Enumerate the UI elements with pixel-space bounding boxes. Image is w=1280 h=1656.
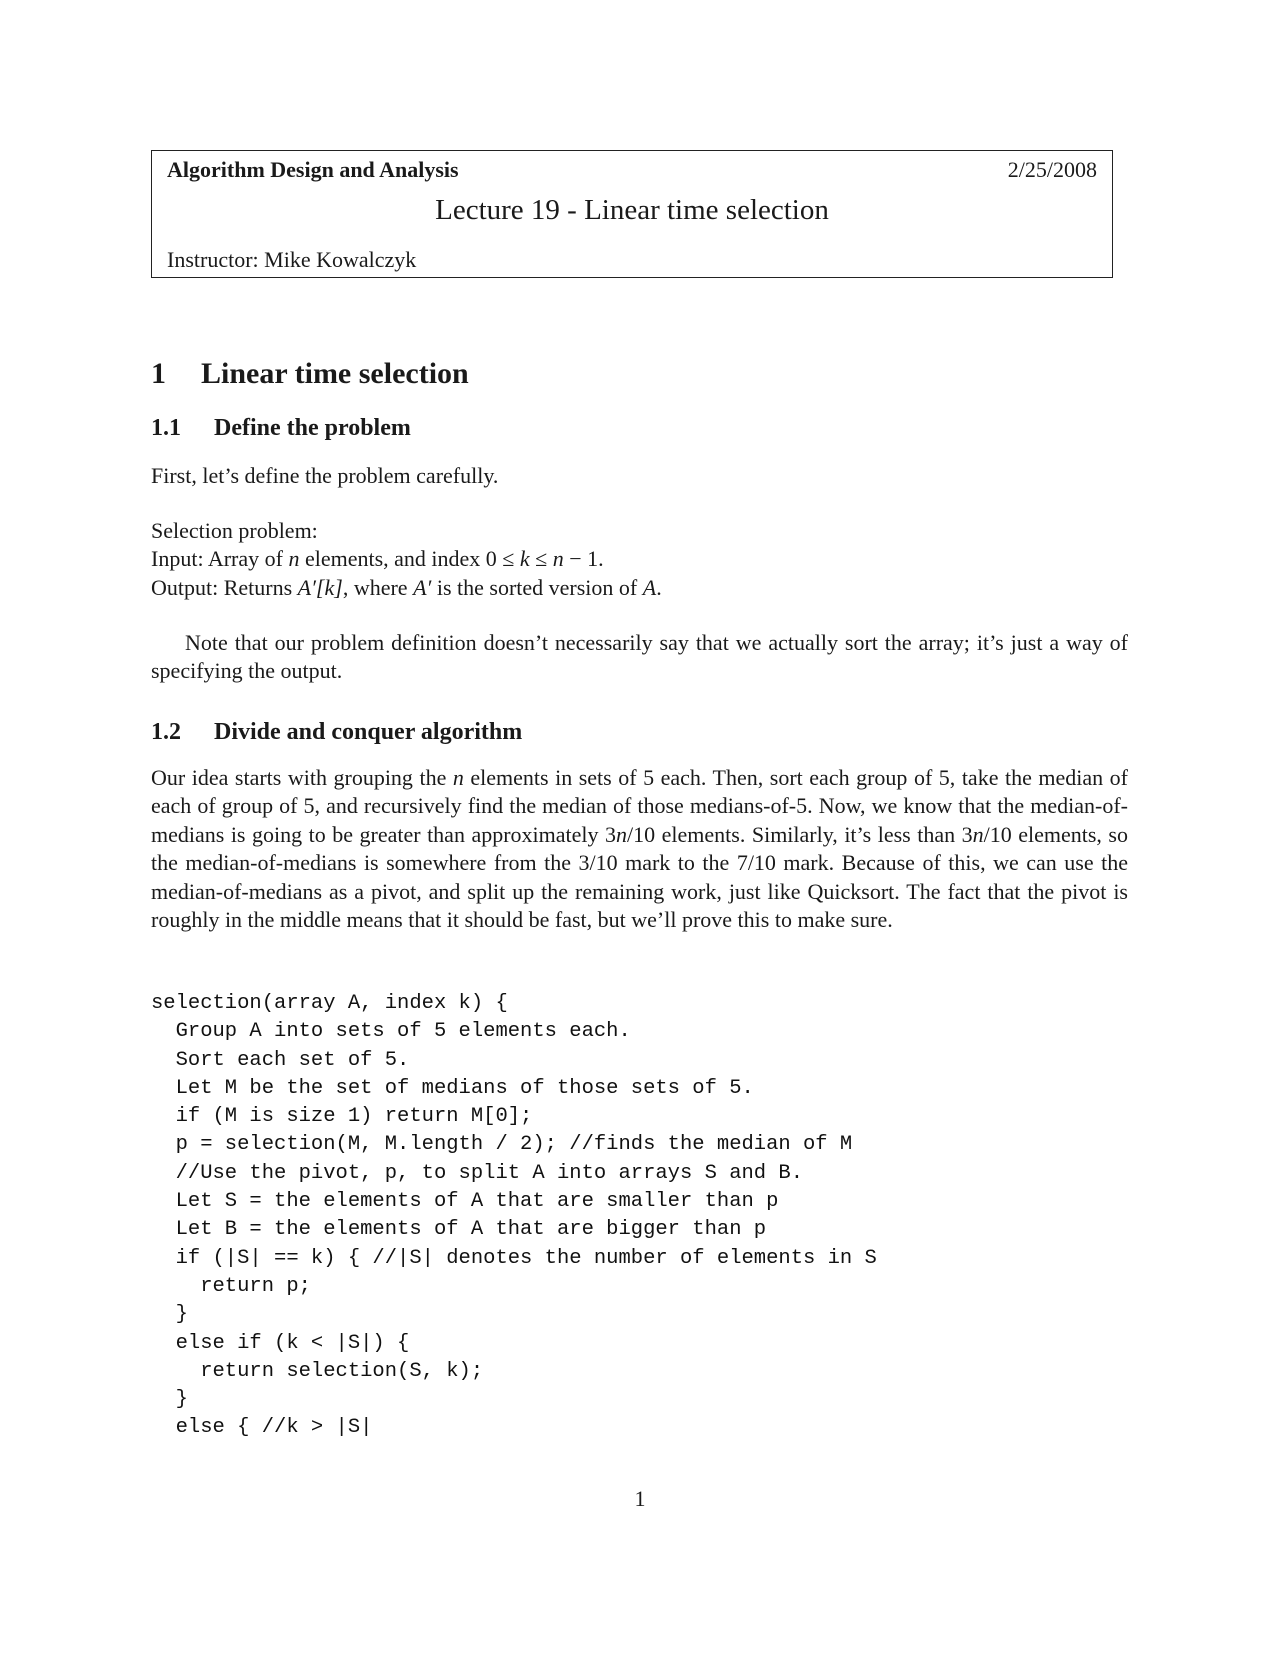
math-a: A (642, 575, 657, 600)
code-line: Group A into sets of 5 elements each. (151, 1020, 631, 1044)
section-heading (151, 357, 469, 391)
lecture-date: 2/25/2008 (1007, 157, 1097, 182)
output-spec (151, 575, 662, 601)
output-text: Output: Returns (151, 575, 298, 600)
input-text: ≤ (529, 546, 553, 571)
instructor: Instructor: Mike Kowalczyk (167, 247, 417, 272)
code-line: Let B = the elements of A that are bigger than p (151, 1218, 767, 1242)
code-line: } (151, 1388, 188, 1412)
paragraph-text: /10 elements. Similarly, it’s less than 3 (627, 821, 973, 847)
input-spec (151, 546, 604, 572)
math-n: n (452, 765, 464, 790)
subsection-heading-define (151, 415, 411, 442)
output-text: , where (342, 575, 414, 600)
lecture-header-box (151, 150, 1113, 278)
input-text: elements, and index 0 ≤ (299, 546, 520, 571)
code-line: return selection(S, k); (151, 1359, 484, 1383)
code-line: else if (k < |S|) { (151, 1331, 410, 1355)
code-line: p = selection(M, M.length / 2); //finds the median of M (151, 1133, 853, 1157)
code-line: //Use the pivot, p, to split A into arrays S and B. (151, 1161, 804, 1185)
input-text: Input: Array of (151, 546, 289, 571)
paragraph-text: elements in sets of 5 each. Then, sort each group of 5, take the median of each of group of 5, and recursively find the median of those medians-of-5. Now, we know that the median-of-medians is going to be greater than approximately 3 (151, 765, 1128, 847)
output-text: is the sorted version of (431, 575, 643, 600)
code-line: Let S = the elements of A that are smaller than p (151, 1190, 779, 1214)
output-text: . (656, 575, 662, 600)
input-text: − 1. (563, 546, 604, 571)
math-n: n (616, 821, 628, 847)
math-n: n (288, 546, 300, 571)
code-line: else { //k > |S| (151, 1416, 373, 1440)
code-line: selection(array A, index k) { (151, 992, 508, 1015)
subsection-title: Define the problem (214, 415, 411, 441)
code-block (151, 990, 877, 1443)
math-n: n (552, 546, 564, 571)
code-line: } (151, 1303, 188, 1327)
problem-label: Selection problem: (151, 518, 318, 543)
code-line: return p; (151, 1274, 311, 1298)
intro-text: First, let’s define the problem carefully. (151, 463, 499, 488)
subsection-number: 1.1 (151, 415, 181, 441)
subsection-number: 1.2 (151, 719, 181, 745)
note-paragraph: Note that our problem definition doesn’t necessarily say that we actually sort the array; it’s just a way of specifying the output. (151, 630, 1128, 684)
math-n: n (972, 821, 984, 847)
course-name: Algorithm Design and Analysis (167, 157, 459, 182)
math-a-prime: A′ (413, 575, 432, 600)
subsection-title: Divide and conquer algorithm (214, 719, 523, 745)
math-k: k (519, 546, 530, 571)
code-line: if (M is size 1) return M[0]; (151, 1105, 533, 1129)
code-line: Let M be the set of medians of those sets of 5. (151, 1076, 754, 1100)
section-number: 1 (151, 357, 166, 390)
paragraph-text: /10 elements, so the median-of-medians is somewhere from the 3/10 mark to the 7/10 mark. Because of this, we can use the median-of-medians as a pivot, and split up the remaining work, just like Quicksort. The fact that the pivot is roughly in the middle means that it should be fast, but we’ll prove this to make sure. (151, 821, 1128, 933)
paragraph-text: Our idea starts with grouping the (151, 765, 453, 790)
subsection-heading-divide (151, 719, 522, 746)
section-title: Linear time selection (201, 357, 469, 390)
code-line: if (|S| == k) { //|S| denotes the number of elements in S (151, 1246, 877, 1270)
lecture-title: Lecture 19 - Linear time selection (435, 194, 829, 226)
math-a-prime-k: A′[k] (297, 575, 343, 600)
algorithm-paragraph (151, 764, 1128, 934)
page-number: 1 (634, 1486, 646, 1511)
code-line: Sort each set of 5. (151, 1048, 410, 1072)
